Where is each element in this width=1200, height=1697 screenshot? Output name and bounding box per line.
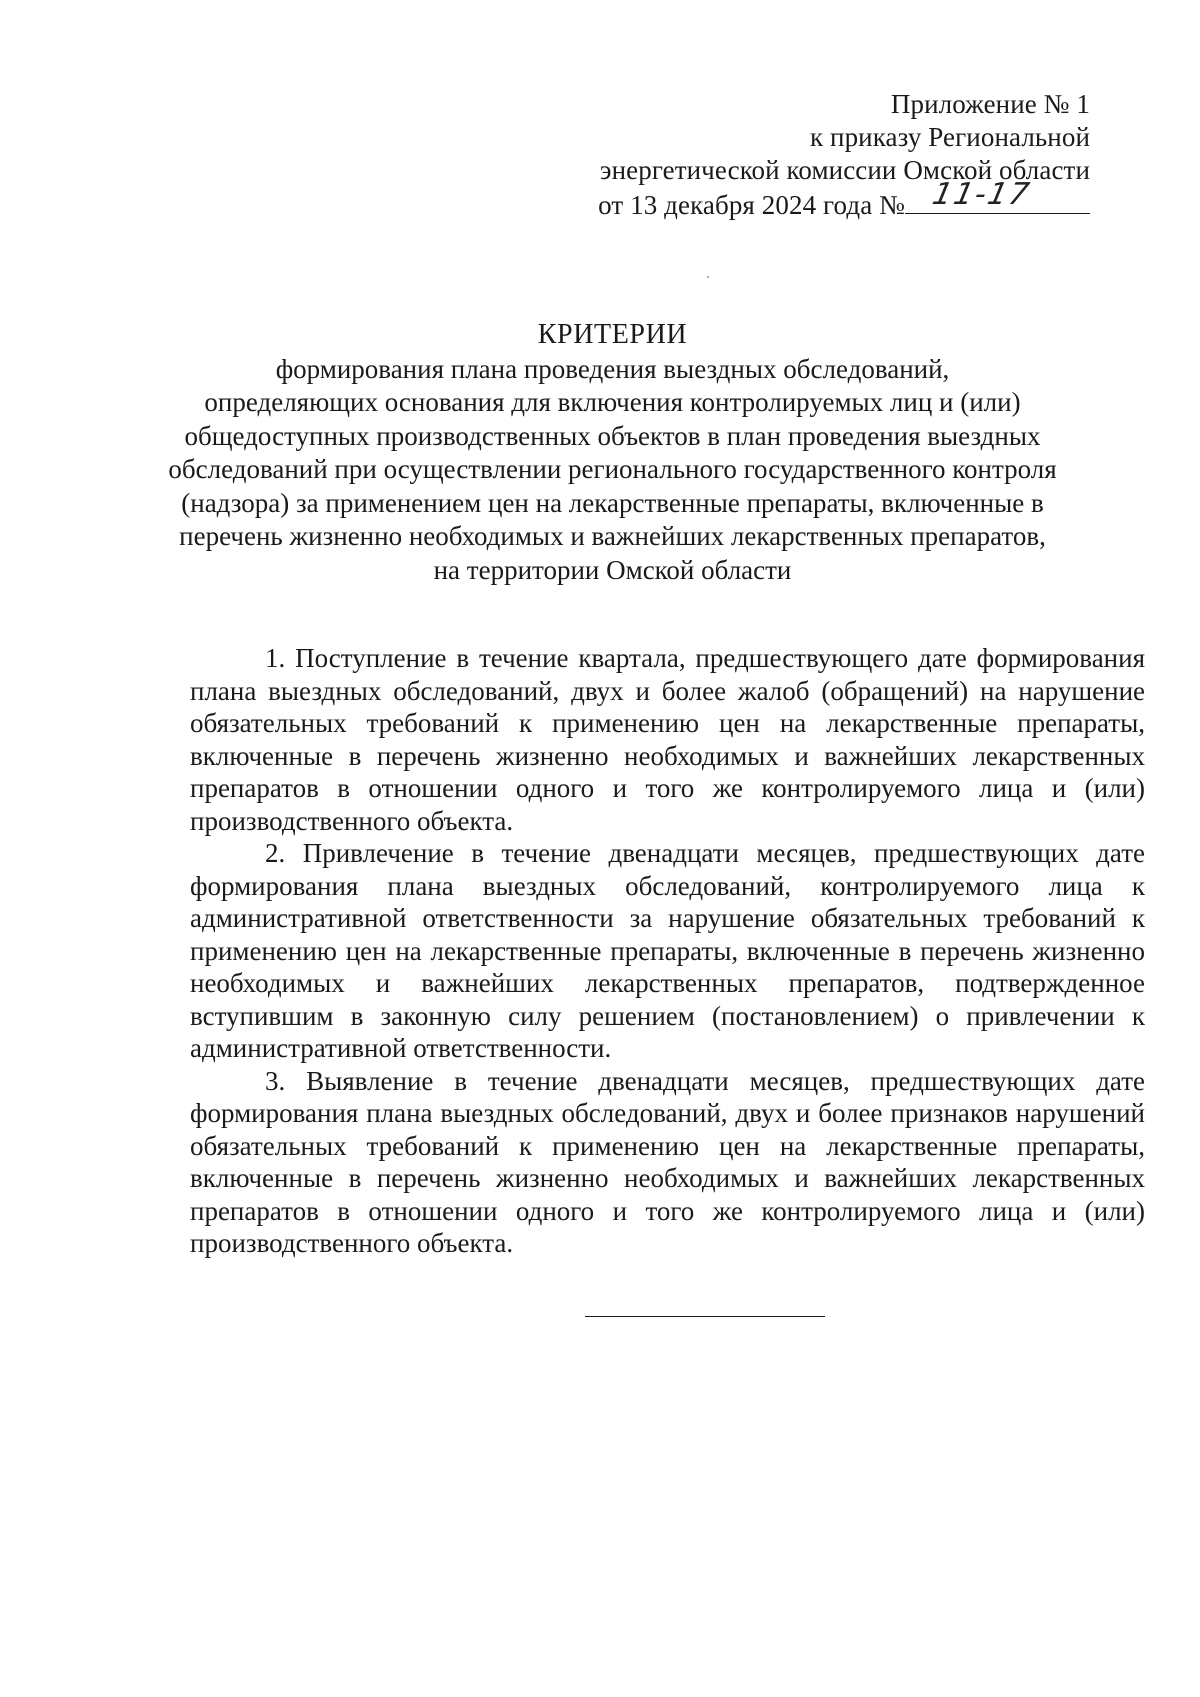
order-number-field: [905, 177, 1090, 214]
subtitle-line: (надзора) за применением цен на лекарственные препараты, включенные в: [181, 487, 1044, 518]
subtitle-line: формирования плана проведения выездных обследований,: [275, 353, 950, 384]
annex-header: [598, 88, 1090, 222]
document-title: КРИТЕРИИ: [537, 319, 688, 350]
annex-order-reference: к приказу Региональной: [809, 122, 1090, 152]
annex-order-date-line: [598, 177, 1090, 222]
document-title-block: [150, 318, 1075, 587]
criteria-list: [190, 642, 1145, 1260]
annex-number: Приложение № 1: [890, 89, 1090, 119]
order-number-handwritten: 11-17: [929, 177, 1034, 212]
criterion-3: 3. Выявление в течение двенадцати месяцев, предшествующих дате формирования плана выездных обследований, двух и более признаков нарушений обязательных требований к применению цен на лекарственные препараты, включенные в перечень жизненно необходимых и важнейших лекарственных препаратов в отношении одного и того же контролируемого лица и (или) производственного объекта.: [190, 1065, 1145, 1258]
closing-rule: [585, 1316, 825, 1317]
subtitle-line: перечень жизненно необходимых и важнейших лекарственных препаратов,: [179, 521, 1046, 551]
subtitle-line: общедоступных производственных объектов в план проведения выездных: [184, 420, 1041, 451]
criterion-2: 2. Привлечение в течение двенадцати месяцев, предшествующих дате формирования плана выездных обследований, контролируемого лица к административной ответственности за нарушение обязательных требований к применению цен на лекарственные препараты, включенные в перечень жизненно необходимых и важнейших лекарственных препаратов, подтвержденное вступившим в законную силу решением (постановлением) о привлечении к административной ответственности.: [190, 838, 1145, 1063]
annex-order-date: от 13 декабря 2024 года №: [598, 190, 905, 220]
subtitle-line: определяющих основания для включения контролируемых лиц и (или): [204, 387, 1021, 417]
annex-issuing-body: энергетической комиссии Омской области: [599, 155, 1090, 185]
subtitle-line: на территории Омской области: [433, 554, 792, 585]
criterion-1: 1. Поступление в течение квартала, предшествующего дате формирования плана выездных обследований, двух и более жалоб (обращений) на нарушение обязательных требований к применению цен на лекарственные препараты, включенные в перечень жизненно необходимых и важнейших лекарственных препаратов в отношении одного и того же контролируемого лица и (или) производственного объекта.: [190, 643, 1145, 836]
scan-speck: [707, 276, 709, 278]
subtitle-line: обследований при осуществлении регионального государственного контроля: [168, 454, 1057, 484]
